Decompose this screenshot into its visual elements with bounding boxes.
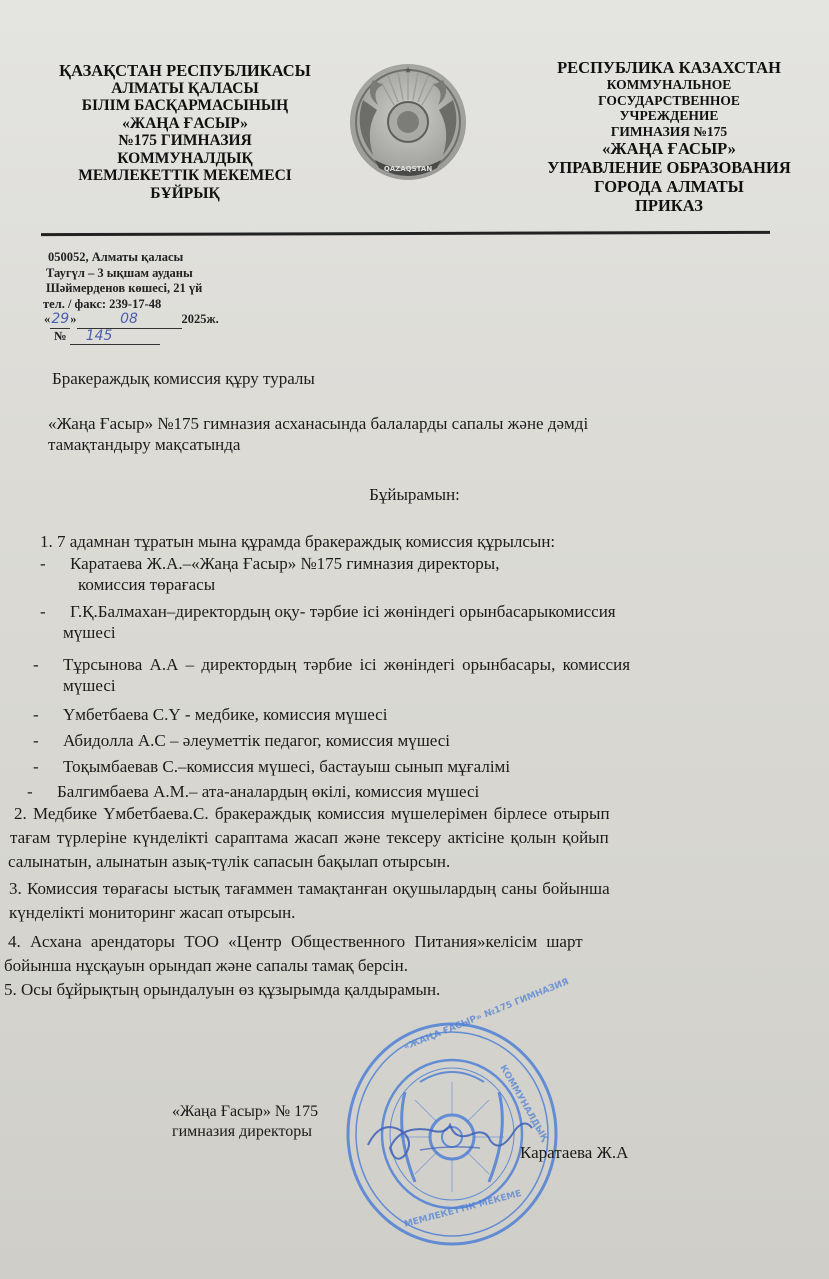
member-item: - Тоқымбаевав С.–комиссия мүшесі, бастауыш сынып мұғалімі (33, 757, 511, 776)
header-divider (41, 231, 770, 236)
svg-text:КОММУНАЛДЫҚ: КОММУНАЛДЫҚ (497, 1063, 550, 1144)
header-ru-line: ГОСУДАРСТВЕННОЕ (598, 92, 740, 108)
member-item-cont: мүшесі (63, 676, 116, 695)
member-item: - Каратаева Ж.А.–«Жаңа Ғасыр» №175 гимназия директоры, (40, 554, 500, 573)
svg-text:МЕМЛЕКЕТТІК МЕКЕМЕ: МЕМЛЕКЕТТІК МЕКЕМЕ (403, 1188, 523, 1230)
order-item-5: 5. Осы бұйрықтың орындалуын өз құзырымда қалдырамын. (4, 980, 441, 999)
header-ru-line: РЕСПУБЛИКА КАЗАХСТАН (557, 58, 781, 77)
header-kz-line: БҰЙРЫҚ (150, 184, 220, 202)
header-ru-line: «ЖАҢА ҒАСЫР» (602, 139, 736, 158)
member-item-cont: мүшесі (63, 623, 116, 642)
header-kz-line: МЕМЛЕКЕТТІК МЕКЕМЕСІ (78, 167, 292, 184)
header-kz-line: КОММУНАЛДЫҚ (117, 149, 253, 167)
header-ru-line: КОММУНАЛЬНОЕ (606, 77, 732, 92)
order-word: Бұйырамын: (369, 485, 460, 504)
address-line: Шәймерденов көшесі, 21 үй (46, 281, 203, 295)
date-day: 29 (51, 311, 70, 327)
header-kz-line: БІЛІМ БАСҚАРМАСЫНЫҢ (81, 97, 289, 114)
svg-text:«ЖАҢА ҒАСЫР» №175 ГИМНАЗИЯ: «ЖАҢА ҒАСЫР» №175 ГИМНАЗИЯ (402, 977, 571, 1053)
preamble: «Жаңа Ғасыр» №175 гимназия асханасында балаларды сапалы және дәмді тамақтандыру мақсатында (48, 414, 589, 454)
date-month: 08 (77, 312, 182, 329)
order-item-4: 4. Асхана арендаторы ТОО «Центр Общественного Питания»келісім шарт бойынша нұсқауын орындап және сапалы тамақ берсін. (4, 932, 583, 975)
svg-text:★: ★ (403, 65, 413, 75)
header-ru-line: УПРАВЛЕНИЕ ОБРАЗОВАНИЯ (547, 158, 791, 177)
member-item: - Тұрсынова А.А – директордың тәрбие ісі жөніндегі орынбасары, комиссия (33, 655, 631, 674)
order-number-value: 145 (70, 329, 160, 346)
address-phone: тел. / факс: 239-17-48 (43, 296, 162, 311)
member-item: - Г.Қ.Балмахан–директордың оқу- тәрбие ісі жөніндегі орынбасарыкомиссия (40, 602, 616, 621)
header-kz-line: «ЖАҢА ҒАСЫР» (122, 114, 248, 132)
address-line: Таугүл – 3 ықшам ауданы (46, 265, 193, 280)
header-russian (524, 58, 814, 215)
date-year: 2025ж. (181, 312, 219, 326)
handwritten-signature-icon (360, 1100, 540, 1170)
header-kz-line: АЛМАТЫ ҚАЛАСЫ (111, 79, 259, 97)
document-subject: Бракераждық комиссия құру туралы (52, 369, 315, 388)
header-kz-line: №175 ГИМНАЗИЯ (118, 132, 252, 149)
order-item-2: 2. Медбике Үмбетбаева.С. бракераждық комиссия мүшелерімен бірлесе отырып тағам түрлеріне күнделікті сараптама жасап және тексеру актісіне қолын қойып салынатын, алынатын азық-түлік сапасын бақылап отырсын. (8, 804, 610, 871)
header-ru-line: ГИМНАЗИЯ №175 (610, 123, 728, 139)
kazakhstan-emblem-icon (343, 60, 473, 188)
order-date: «29» 08 2025ж. (44, 311, 219, 327)
address-line: 050052, Алматы қаласы (48, 250, 184, 264)
header-ru-line: ПРИКАЗ (635, 196, 703, 215)
header-ru-line: УЧРЕЖДЕНИЕ (619, 108, 719, 123)
member-item-cont: комиссия төрағасы (78, 575, 216, 594)
header-kazakh (40, 62, 330, 202)
signatory-org: «Жаңа Ғасыр» № 175 гимназия директоры (172, 1103, 319, 1140)
member-item: - Үмбетбаева С.Ү - медбике, комиссия мүшесі (33, 705, 388, 724)
member-item: - Балгимбаева А.М.– ата-аналардың өкілі, комиссия мүшесі (27, 782, 480, 801)
member-item: - Абидолла А.С – әлеуметтік педагог, комиссия мүшесі (33, 731, 451, 750)
address-block (43, 250, 219, 345)
order-item-1: 1. 7 адамнан тұратын мына құрамда бракераждық комиссия құрылсын: (40, 532, 556, 551)
order-item-3: 3. Комиссия төрағасы ыстық тағаммен тамақтанған оқушылардың саны бойынша күнделікті мониторинг жасап отырсын. (9, 879, 610, 922)
signatory-name: Каратаева Ж.А (520, 1143, 629, 1162)
header-ru-line: ГОРОДА АЛМАТЫ (594, 177, 744, 196)
svg-text:QAZAQSTAN: QAZAQSTAN (383, 165, 433, 173)
header-kz-line: ҚАЗАҚСТАН РЕСПУБЛИКАСЫ (59, 61, 311, 80)
order-number: № 145 (46, 329, 219, 346)
